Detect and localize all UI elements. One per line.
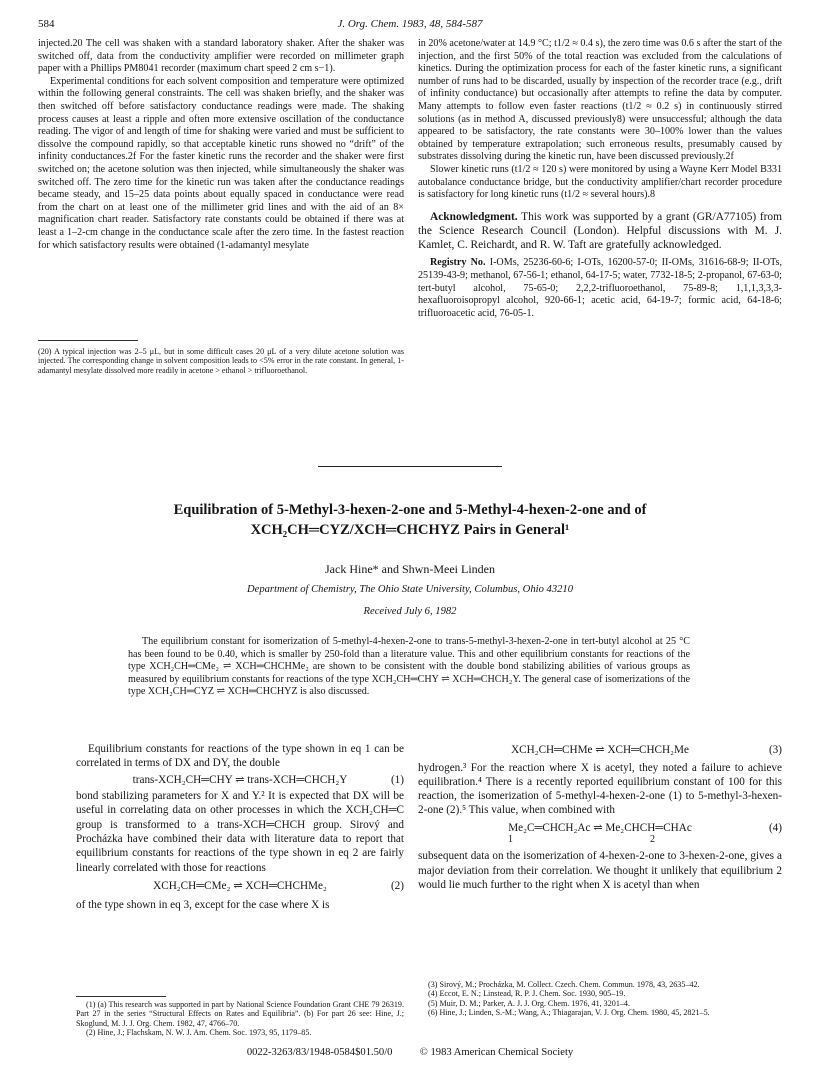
footnote: (5) Muir, D. M.; Parker, A. J. J. Org. Chem. 1976, 41, 3201–4.: [428, 998, 630, 1008]
equation-number: (3): [768, 744, 782, 756]
title-line-1: Equilibration of 5-Methyl-3-hexen-2-one and 5-Methyl-4-hexen-2-one and of: [173, 502, 647, 518]
body-paragraph: Equilibrium constants for reactions of the type shown in eq 1 can be correlated in terms of DX and DY, the double: [76, 743, 404, 770]
equation-3: [418, 742, 782, 761]
footnote-text: (20) A typical injection was 2–5 μL, but in some difficult cases 20 μL of a very dilute acetone solution was injected. The corresponding change in solvent composition leads to <5% error in the rate constant. In general, 1-adamantyl mesylate dissolved more readily in acetone > ethanol > trifluoroethanol.: [38, 347, 404, 375]
article-code: 0022-3263/83/1948-0584$01.50/0: [246, 1047, 393, 1058]
equation-text: XCH₂CH═CHMe ⇌ XCH═CHCH₂Me: [511, 744, 689, 756]
prev-article-right-column: [418, 38, 782, 320]
copyright: © 1983 American Chemical Society: [419, 1047, 574, 1058]
equation-text: Me₂C═CHCH₂Ac ⇌ Me₂CHCH═CHAc: [508, 821, 692, 834]
acknowledgment: [418, 210, 782, 253]
footnotes-right: [418, 980, 782, 1017]
acknowledgment-heading: Acknowledgment.: [430, 210, 518, 223]
footnote-rule: [38, 340, 138, 341]
registry-heading: Registry No.: [430, 257, 486, 269]
footnote: (3) Sirový, M.; Procházka, M. Collect. Czech. Chem. Commun. 1978, 43, 2635–42.: [428, 980, 700, 989]
article-right-column: [418, 742, 782, 892]
received-date: Received July 6, 1982: [363, 606, 457, 617]
footnotes-left: [76, 1000, 404, 1037]
footnote: (2) Hine, J.; Flachskam, N. W. J. Am. Chem. Soc. 1973, 95, 1179–85.: [86, 1027, 312, 1037]
footnote: (1) (a) This research was supported in part by National Science Foundation Grant CHE 79 26319. Part 27 in the series “Structural Effects on Rates and Equilibria”. (b) For part 26 see: Hine, J.; Skoglund, M. J. J. Org. Chem. 1982, 47, 4766–70.: [76, 1000, 404, 1028]
equation-number: (2): [390, 879, 404, 892]
compound-label-1: 1: [508, 834, 513, 846]
footnote-rule: [76, 996, 166, 997]
authors: Jack Hine* and Shwn-Meei Linden: [325, 562, 495, 576]
equation-4: [418, 818, 782, 850]
article-separator: [318, 466, 502, 467]
page-number: 584: [38, 18, 55, 30]
journal-header: J. Org. Chem. 1983, 48, 584-587: [337, 18, 483, 30]
compound-label-2: 2: [650, 834, 655, 846]
affiliation: Department of Chemistry, The Ohio State University, Columbus, Ohio 43210: [246, 584, 574, 595]
body-paragraph: bond stabilizing parameters for X and Y.² It is expected that DX will be useful in correlating data on other processes in which the XCH₂CH═C group is transformed to a trans-XCH═CHCH group. Sirový and Procházka have combined their data with literature data to report that equilibrium constants for reactions of the type shown in eq 2 are fairly linearly correlated with those for reactions: [76, 790, 404, 874]
body-paragraph: in 20% acetone/water at 14.9 °C; t1/2 ≈ 0.4 s), the zero time was 0.6 s after the start of the injection, and the first 50% of the total reaction was excluded from the calculations of kinetics. During the optimization process for each of the faster kinetic runs, a significant number of runs had to be discarded, usually by inspection of the recorder trace (e.g., drift of infinity conductance) but occasionally after attempts to refine the data by computer. Many attempts to follow even faster reactions (t1/2 ≈ 0.2 s) in continuously stirred solutions (as in method A, discussed previously8) were unsuccessful; although the data appeared to be satisfactory, the rate constants were 30–100% lower than the values obtained by temperature extrapolation; such erroneous results, presumably caused by substrates dissolving during the kinetic run, have been discussed previously.2f: [418, 38, 782, 163]
article-title: [40, 500, 780, 540]
body-paragraph: hydrogen.³ For the reaction where X is acetyl, they noted a failure to achieve equilibration.⁴ There is a recently reported equilibrium constant of 100 for this reaction, the isomerization of 5-methyl-4-hexen-2-one (1) to 5-methyl-3-hexen-2-one (2).⁵ This value, when combined with: [418, 761, 782, 817]
prev-article-left-column: [38, 38, 404, 252]
acknowledgment-text: This work was supported by a grant (GR/A77105) from the Science Research Council (London). Helpful discussions with M. J. Kamlet, C. Reichardt, and R. W. Taft are gratefully acknowledged.: [418, 210, 782, 252]
equation-text: XCH₂CH═CMe₂ ⇌ XCH═CHCHMe₂: [153, 879, 327, 892]
equation-number: (1): [390, 773, 404, 786]
body-paragraph: injected.20 The cell was shaken with a standard laboratory shaker. After the shaker was switched off, data from the conductivity amplifier were recorded on millimeter graph paper with a Phillips PM8041 recorder (maximum chart speed 2 cm s−1).: [38, 38, 404, 75]
registry-numbers: [418, 257, 782, 320]
equation-number: (4): [768, 821, 782, 834]
compound-labels: [418, 834, 782, 847]
body-paragraph: Experimental conditions for each solvent composition and temperature were optimized within the following general constraints. The cell was shaken briefly, and the shaker was then switched off before satisfactory conductance readings were made. The shaking process causes at least a ripple and often more extensive oscillation of the conductance reading. The vigor of and length of time for shaking were varied and must be sufficient to dissolve the compound rapidly, so that acceptable kinetic runs showed no “drift” of the infinity conductances.2f For the faster kinetic runs the recorder and the shaker were first switched on; the acetone solution was then injected, while simultaneously the shaker was switched off. The zero time for the kinetic run was taken after the conductance readings became steady, and 15–25 data points about equally spaced in conductance were read from the chart on at least one of the millimeter grid lines and with the aid of an 8× magnification chart reader. Satisfactory rate constants could be obtained if there was at least a 1–2-cm change in the conductance scale after the zero time. In the fastest reaction for which satisfactory results were obtained (1-adamantyl mesylate: [38, 75, 404, 251]
footnote: (6) Hine, J.; Linden, S.-M.; Wang, A.; Thiagarajan, V. J. Org. Chem. 1980, 45, 2821–5.: [428, 1007, 710, 1017]
abstract: The equilibrium constant for isomerization of 5-methyl-4-hexen-2-one to trans-5-methyl-3-hexen-2-one in tert-butyl alcohol at 25 °C has been found to be 0.40, which is smaller by 250-fold than a literature value. This and other equilibrium constants for reactions of the type XCH₂CH═CMe₂ ⇌ XCH═CHCHMe₂ are shown to be consistent with the double bond stabilizing abilities of various groups as measured by equilibrium constants for reactions of the type XCH₂CH═CHY ⇌ XCH═CHCH₂Y. The general case of isomerizations of the type XCH₂CH═CYZ ⇌ XCH═CHCHYZ is also discussed.: [128, 636, 690, 698]
footnote: (4) Eccot, E. N.; Linstead, R. P. J. Chem. Soc. 1930, 905–19.: [428, 989, 626, 999]
article-left-column: [76, 742, 404, 912]
title-line-2: XCH₂CH═CYZ/XCH═CHCHYZ Pairs in General¹: [250, 522, 570, 538]
equation-text: trans-XCH₂CH═CHY ⇌ trans-XCH═CHCH₂Y: [132, 773, 348, 786]
equation-2: [76, 875, 404, 898]
footnote-20: [38, 347, 404, 375]
body-paragraph: of the type shown in eq 3, except for the case where X is: [76, 898, 330, 911]
registry-text: I-OMs, 25236-60-6; I-OTs, 16200-57-0; II-OMs, 31616-68-9; II-OTs, 25139-43-9; methanol, 67-56-1; ethanol, 64-17-5; water, 7732-18-5; 2-propanol, 67-63-0; tert-butyl alcohol, 75-65-0; 2,2,2-trifluoroethanol, 75-89-8; 1,1,1,3,3,3-hexafluoroisopropyl alcohol, 920-66-1; acetic acid, 64-19-7; formic acid, 64-18-6; trifluoroacetic acid, 76-05-1.: [418, 257, 783, 319]
body-paragraph: subsequent data on the isomerization of 4-hexen-2-one to 3-hexen-2-one, gives a major deviation from their correlation. We thought it unlikely that equilibrium 2 would lie much further to the right when X is acetyl than when: [418, 850, 782, 891]
equation-1: [76, 771, 404, 790]
body-paragraph: Slower kinetic runs (t1/2 ≈ 120 s) were monitored by using a Wayne Kerr Model B331 autobalance conductance bridge, but the conductivity amplifier/chart recorder procedure is satisfactory for long kinetic runs (t1/2 ≈ several hours).8: [418, 163, 782, 201]
page-footer: [0, 1047, 820, 1058]
